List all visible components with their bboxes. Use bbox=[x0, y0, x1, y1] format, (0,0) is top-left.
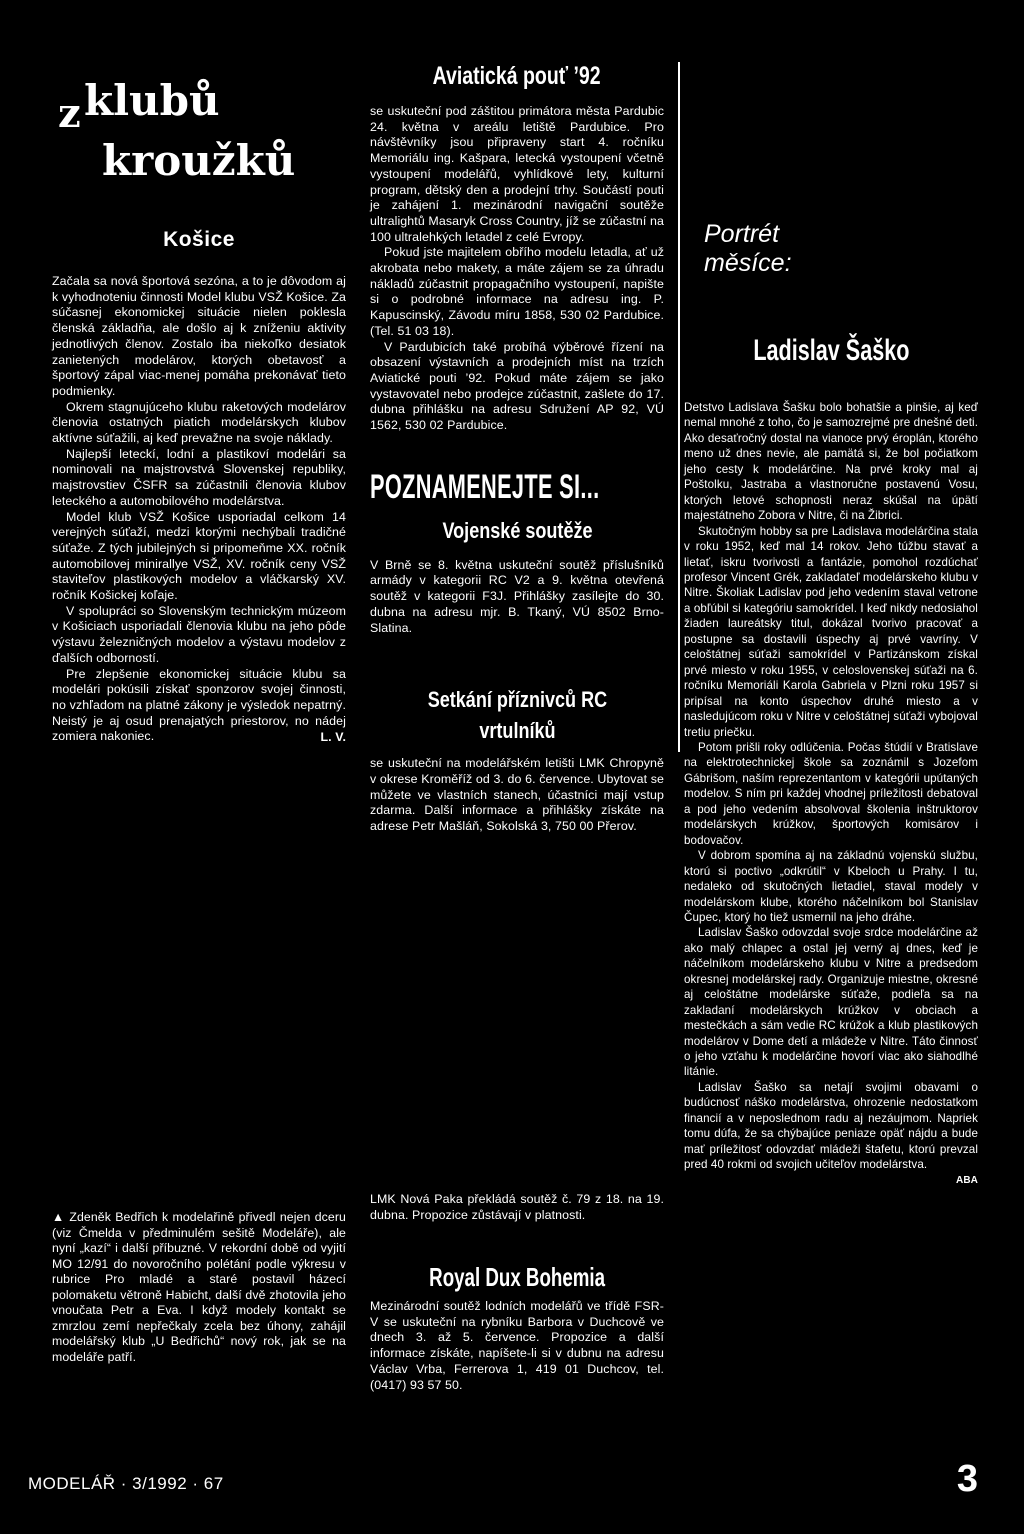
paragraph: se uskuteční pod záštitou primátora města Pardubic 24. května v areálu letiště Pardubice. Pro návštěvníky jsou připraveny start 4. ročníku Memoriálu ing. Kašpara, letecká vystoupení včetně vystoupení modelářů, vyhlídkové lety, kulturní program, dětský den a prodejní trhy. Součástí pouti je zahájení 1. mezinárodní navigační soutěže ultralightů Masaryk Cross Country, jíž se zúčastní na 100 ultralehkých letadel z celé Evropy. bbox=[370, 104, 664, 244]
kosice-article bbox=[52, 274, 346, 746]
vojenske-article: V Brně se 8. května uskuteční soutěž příslušníků armády v kategorii RC V2 a 9. května otevřená soutěž v kategorii F3J. Přihlášky zasílejte do 30. dubna na adresu mjr. B. Tkaný, VÚ 8502 Brno-Slatina. bbox=[370, 557, 664, 635]
royal-title: Royal Dux Bohemia bbox=[429, 1262, 605, 1292]
portret-heading: Portrét měsíce: bbox=[704, 220, 792, 277]
lmk-notice: LMK Nová Paka překládá soutěž č. 79 z 18. na 19. dubna. Propozice zůstávají v platnosti. bbox=[370, 1192, 664, 1222]
paragraph: Začala sa nová športová sezóna, a to je dôvodom aj k vyhodnoteniu činnosti Model klubu VSŽ Košice. Za súčasnej ekonomickej situácie nielen poklesla členská základňa, ale došlo aj k zníženiu aktivity jednotlivých členov. Zostalo iba niekoľko desiatok zanietených modelárov, ktorých obetavosť a športový zápal viac-menej pomáha prekonávať tieto podmienky. bbox=[52, 274, 346, 398]
masthead-z: z bbox=[58, 90, 81, 137]
paragraph: Najlepší leteckí, lodní a plastikoví modelári sa nominovali na majstrovstvá Slovenskej republiky, majstrovstiev ČSFR sa zúčastnili členovia klubov leteckého a automobilového modelárstva. bbox=[52, 446, 346, 508]
paragraph: Okrem stagnujúceho klubu raketových modelárov členovia ostatných piatich modelárskych klubov aktívne súťažili, aj keď prevažne na svoje náklady. bbox=[52, 399, 346, 446]
masthead-klubu: klubů bbox=[84, 76, 220, 125]
paragraph: Detstvo Ladislava Šašku bolo bohatšie a pinšie, aj keď nemal mnohé z toho, čo je samozrejmé pre dnešné deti. Ako desaťročný dostal na vianoce prvý éroplán, ktorého meno už dnes nevie, ale pamätá si, že bol počiatkom jeho cesty k modelárčine. Na prvé kroky mal aj Poštolku, Jastraba a vlastnoručne postavenú Vosu, ktorých letové schopnosti neraz skúšal na úpätí majestátneho Zobora v Nitre, či na Žibrici. bbox=[684, 401, 979, 523]
footer-issue: MODELÁŘ · 3/1992 · 67 bbox=[28, 1474, 224, 1493]
vojenske-title: Vojenské soutěže bbox=[441, 517, 593, 543]
photo-caption: ▲ Zdeněk Bedřich k modelařině přivedl nejen dceru (viz Čmelda v předminulém sešitě Modeláře), ale nyní „kazí“ i další příbuzné. V rekordní době od vyjití MO 12/91 do novoročního polétání podle výkresu v rubrice Pro mladé a staré postavil házecí polomaketu větroně Habicht, další dvě zhotovila jeho vnoučata Petr a Eva. I když modely kontakt se zmrzlou zemí nepřečkaly zcela bez úhony, zahájil modelářský klub „U Bedřichů“ nový rok, jak se na modeláře patří. bbox=[52, 1210, 346, 1364]
section-title-kosice: Košice bbox=[163, 228, 235, 251]
portrait-article bbox=[684, 400, 978, 1188]
aviaticka-title: Aviatická pouť ’92 bbox=[433, 62, 601, 90]
paragraph: Model klub VSŽ Košice usporiadal celkom 14 verejných súťaží, medzi ktorými nechýbali tradičné súťaže. Z tých jubilejných si pripomeňme XX. ročník automobilovej minirallye VSŽ, XV. ročník ceny VSŽ staviteľov plastikových modelov a vláčkarský XV. ročník Košickej koľaje. bbox=[52, 509, 346, 603]
poznamenejte-heading: POZNAMENEJTE SI... bbox=[370, 467, 600, 506]
aviaticka-article bbox=[370, 104, 664, 434]
middle-column bbox=[370, 62, 664, 1392]
paragraph: V dobrom spomína aj na základnú vojenskú službu, ktorú si poctivo „odkrútil“ v Kbeloch u Prahy. I tu, nedaleko od skutočných lietadiel, staval modely v modelárskom klube, ktorého náčelníkom bol Stanislav Čupec, ktorý ho tiež usmernil na jeho dráhe. bbox=[684, 849, 978, 924]
paragraph: Pre zlepšenie ekonomickej situácie klubu sa modelári pokúsili získať sponzorov svojej činnosti, no vzhľadom na platné zákony je výsledok nepatrný. Neistý je aj osud prenajatých priestorov, no nádej zomiera nakoniec. bbox=[52, 666, 346, 744]
paragraph: Ladislav Šaško odovzdal svoje srdce modelárčine až ako malý chlapec a ostal jej verný aj dnes, keď je náčelníkom modelárskeho klubu v Nitre a predsedom okresnej modelárskej rady. Organizuje miestne, okresné aj celoštátne modelárske súťaže, podieľa sa na zakladaní modelárskych krúžkov v obciach a mestečkách a sám vedie RC krúžok a klub plastikových modelárov v Dome detí a mládeže v Nitre. Táto činnosť o jeho vzťahu k modelárčine hovorí viac ako siahodlhé litánie. bbox=[684, 926, 978, 1079]
paragraph: V spolupráci so Slovenským technickým múzeom v Košiciach usporiadali členovia klubu na jeho pôde výstavu železničných modelov a výstavu modelov z ďalších odborností. bbox=[52, 603, 346, 665]
signature: ABA bbox=[956, 1174, 978, 1186]
paragraph: Pokud jste majitelem obřího modelu letadla, ať už akrobata nebo makety, a máte zájem se za úhradu nákladů zúčastnit propagačního vystoupení, napište si o podrobné informace na adresu ing. P. Kapuscinský, Závodu míru 1858, 530 02 Pardubice. (Tel. 51 03 18). bbox=[370, 245, 664, 338]
left-column bbox=[52, 76, 346, 1364]
page-number: 3 bbox=[956, 1458, 978, 1500]
right-column bbox=[684, 220, 978, 1188]
column-divider bbox=[678, 62, 680, 752]
paragraph: Skutočným hobby sa pre Ladislava modelárčina stala v roku 1952, keď mal 14 rokov. Jeho túžbu stavať a lietať, iskru tvorivosti a fantázie, pomohol rozdúchať profesor Vincent Grék, zakladateľ modelárskeho klubu v Nitre. Školiak Ladislav pod jeho vedením staval vetrone a obľúbil si kategóriu samokrídel. I keď nikdy nedosiahol žiaden laureátsky titul, dokázal tvorivo pracovať a postupne sa dostavili úspechy aj prvé vavríny. V celoštátnej súťaži samokrídel v Partizánskom získal prvé miesto v roku 1955, v celoslovenskej súťaži na 6. ročníku Memoriáli Karola Gabriela v Plzni roku 1957 si pripísal na konto úspechov druhé miesto a v nasledujúcom roku v Nitre v celoštátnej súťaži vybojoval tretiu priečku. bbox=[684, 524, 978, 739]
setkani-article: se uskuteční na modelářském letišti LMK Chropyně v okrese Kroměříž od 3. do 6. července. Ubytovat se můžete ve vlastních stanech, účastníci mají vstup zdarma. Další informace a přihlášky získáte na adrese Petr Mašláň, Sokolská 3, 750 00 Přerov. bbox=[370, 756, 664, 834]
masthead bbox=[52, 76, 346, 188]
masthead-krouzku: kroužků bbox=[102, 136, 296, 185]
portrait-name: Ladislav Šaško bbox=[752, 334, 910, 367]
royal-article: Mezinárodní soutěž lodních modelářů ve třídě FSR-V se uskuteční na rybníku Barbora v Duchcově ve dnech 3. až 5. července. Propozice a další informace získáte, napíšete-li si v dubnu na adresu Václav Vrba, Ferrerova 1, 419 01 Duchcov, tel. (0417) 93 57 50. bbox=[370, 1299, 664, 1392]
paragraph: Potom prišli roky odlúčenia. Počas štúdií v Bratislave na elektrotechnickej škole sa zoznámil s Jozefom Gábrišom, naším reprezentantom v kategórii upútaných modelov. S ním pri každej vhodnej príležitosti debatoval a pod jeho vedením absolvoval školenia inštruktorov modelárskych krúžkov, športových komisárov i bodovačov. bbox=[684, 740, 978, 847]
paragraph: V Pardubicích také probíhá výběrové řízení na obsazení výstavních a prodejních míst na trzích Aviatické pouti ’92. Pokud máte zájem se jako vystavovatel nebo prodejce zúčastnit, zašlete do 17. dubna přihlášku na adresu Sdružení AP 92, VÚ 1562, 530 02 Pardubice. bbox=[370, 339, 664, 433]
setkani-title: Setkání příznivců RC vrtulníků bbox=[427, 687, 607, 744]
signature: L. V. bbox=[320, 730, 346, 745]
paragraph: Ladislav Šaško sa netají svojimi obavami o budúcnosť náško modelárstva, ohrozenie nedostatkom financií a v neposlednom radu aj nezáujmom. Napriek tomu dúfa, že sa chýbajúce peniaze opäť nájdu a bude mať príležitosť odovzdať mládeži štafetu, ktorú prevzal pred 40 rokmi od svojich učiteľov modelárstva. bbox=[684, 1080, 978, 1172]
